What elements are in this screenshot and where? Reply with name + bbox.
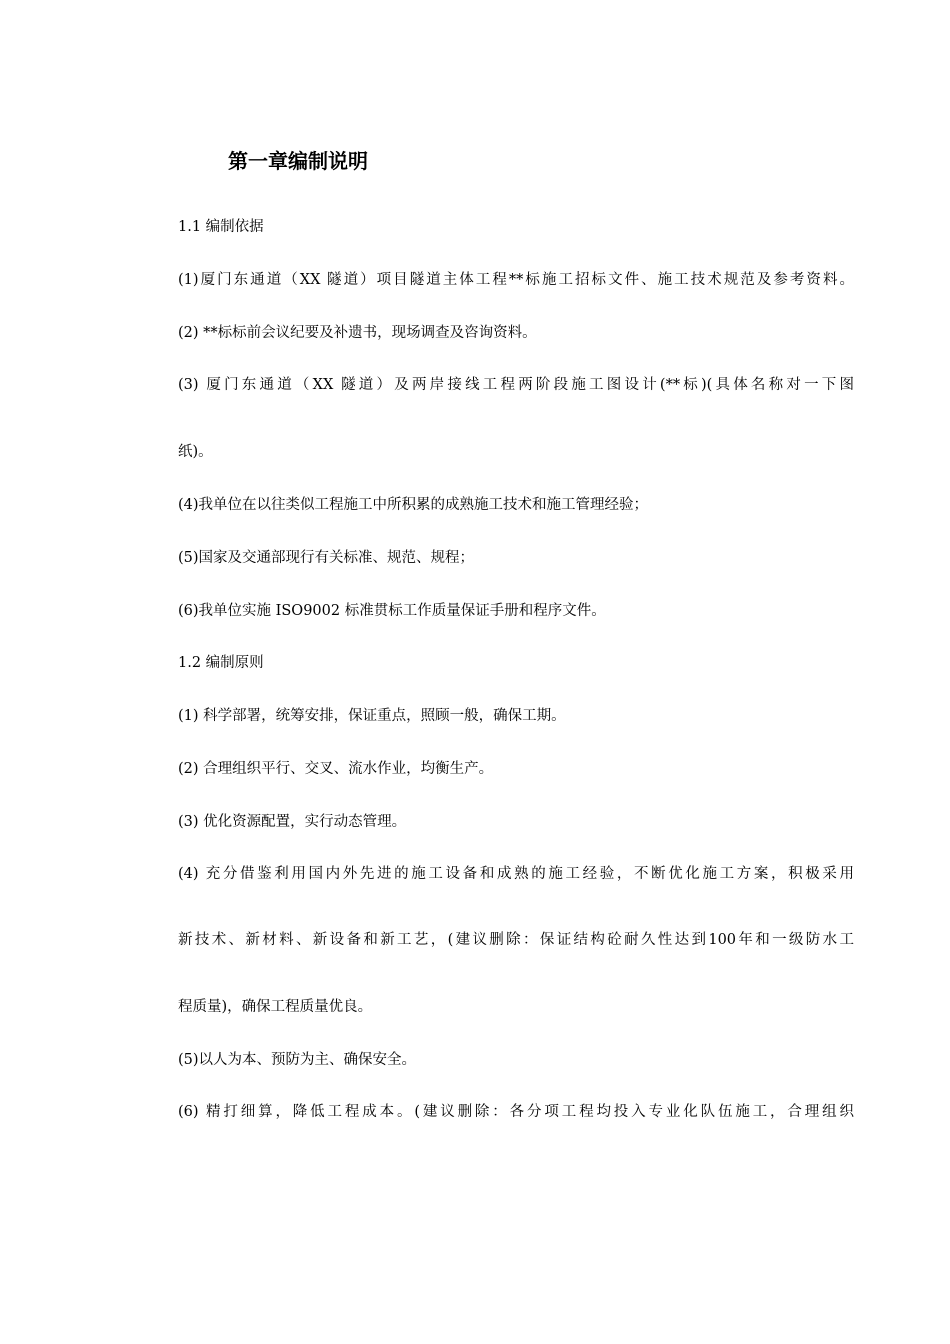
principle-item-6: (6) 精打细算，降低工程成本。(建议删除：各分项工程均投入专业化队伍施工，合理组织 <box>178 1104 854 1120</box>
basis-item-6: (6)我单位实施 ISO9002 标准贯标工作质量保证手册和程序文件。 <box>178 603 606 619</box>
section-heading-1-2: 1.2 编制原则 <box>178 655 264 671</box>
basis-item-4: (4)我单位在以往类似工程施工中所积累的成熟施工技术和施工管理经验； <box>178 497 649 513</box>
principle-item-4-continued: 新技术、新材料、新设备和新工艺，(建议删除：保证结构砼耐久性达到100年和一级防水工 <box>178 932 854 948</box>
principle-item-3: (3) 优化资源配置，实行动态管理。 <box>178 814 407 830</box>
chapter-title: 第一章编制说明 <box>228 149 368 173</box>
basis-item-2: (2) **标标前会议纪要及补遗书，现场调查及咨询资料。 <box>178 325 537 341</box>
principle-item-2: (2) 合理组织平行、交叉、流水作业，均衡生产。 <box>178 761 494 777</box>
basis-item-3: (3) 厦门东通道（XX 隧道）及两岸接线工程两阶段施工图设计(**标)(具体名称对一下图 <box>178 377 854 393</box>
section-heading-1-1: 1.1 编制依据 <box>178 219 264 235</box>
basis-item-3-continued: 纸)。 <box>178 444 213 460</box>
principle-item-1: (1) 科学部署，统筹安排，保证重点，照顾一般，确保工期。 <box>178 708 566 724</box>
principle-item-5: (5)以人为本、预防为主、确保安全。 <box>178 1052 417 1068</box>
principle-item-4: (4) 充分借鉴利用国内外先进的施工设备和成熟的施工经验，不断优化施工方案，积极采用 <box>178 866 854 882</box>
basis-item-5: (5)国家及交通部现行有关标准、规范、规程； <box>178 550 475 566</box>
principle-item-4-end: 程质量)，确保工程质量优良。 <box>178 999 373 1015</box>
basis-item-1: (1)厦门东通道（XX 隧道）项目隧道主体工程**标施工招标文件、施工技术规范及参考资料。 <box>178 272 854 288</box>
